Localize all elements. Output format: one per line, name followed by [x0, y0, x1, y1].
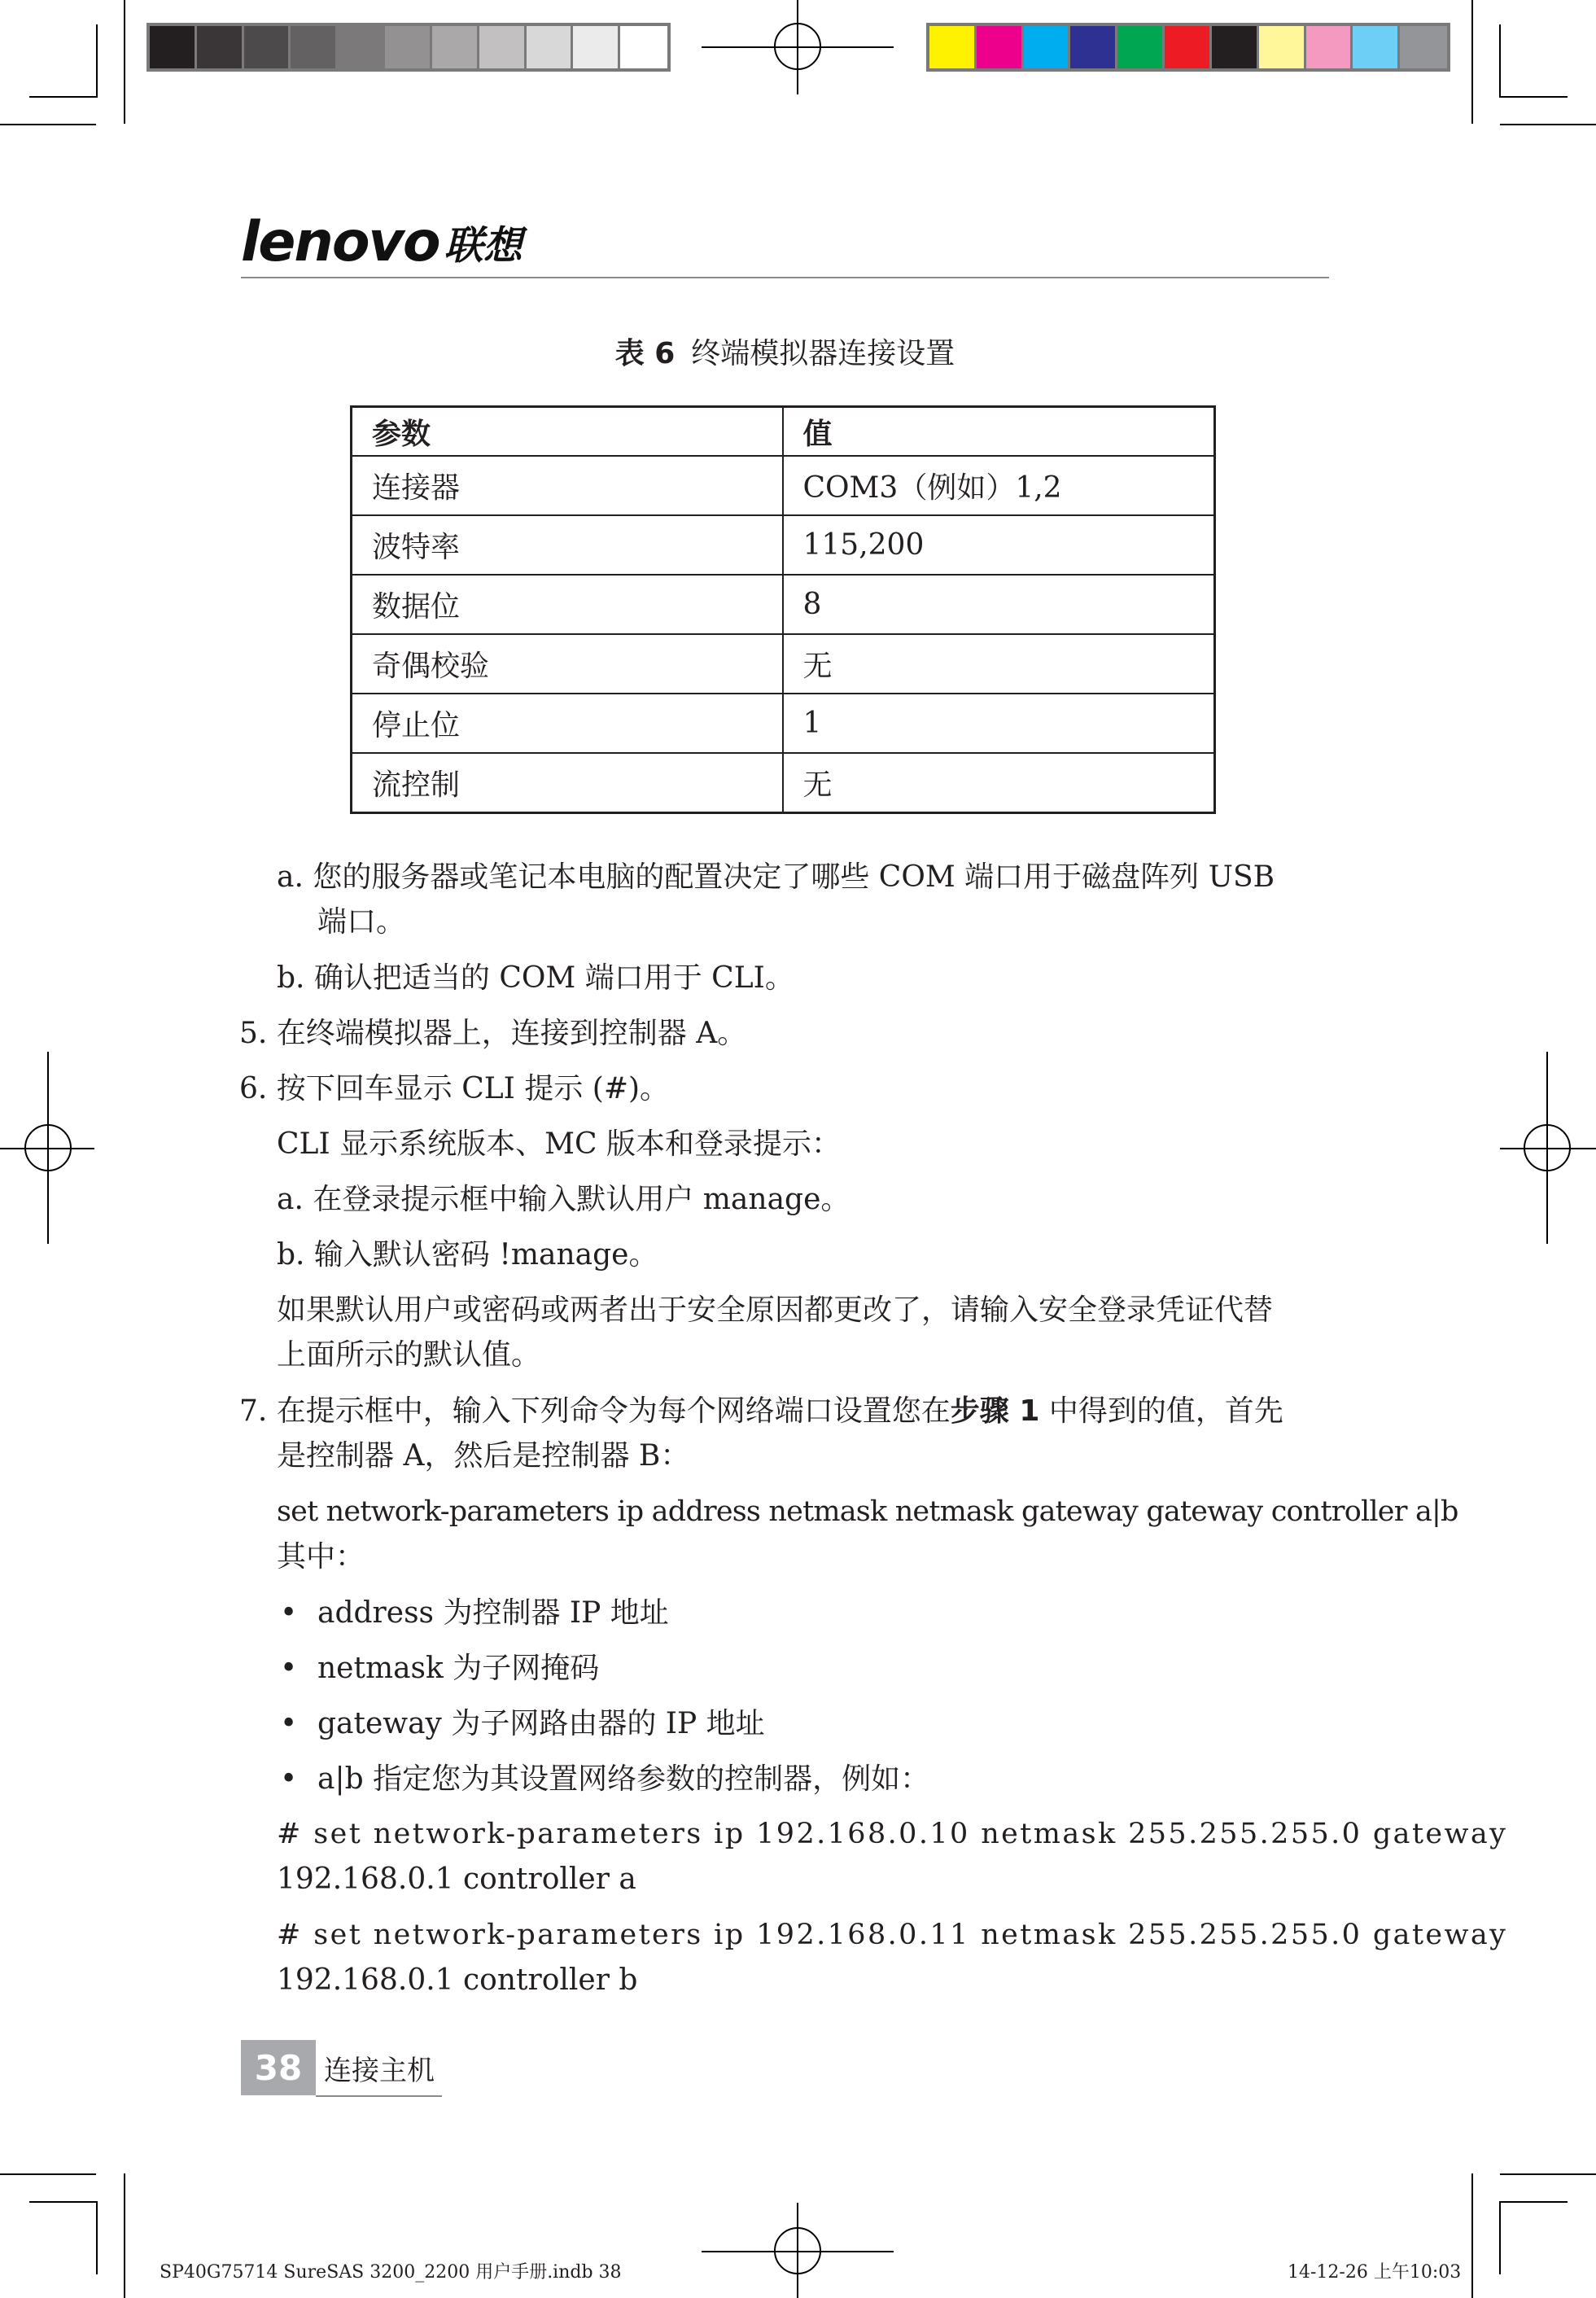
bullet-text: gateway 为子网路由器的 IP 地址	[317, 1707, 765, 1740]
table-cell-param: 连接器	[352, 456, 783, 515]
credentials-note-line2: 上面所示的默认值。	[277, 1338, 541, 1372]
crop-mark-top-right-h	[1500, 124, 1596, 125]
crop-mark-top-left-v	[124, 0, 125, 124]
crop-mark-bottom-right-h2	[1499, 2201, 1568, 2203]
table-cell-param: 流控制	[352, 753, 783, 813]
table-cell-value: 无	[783, 634, 1215, 694]
footer-rule	[316, 2095, 442, 2097]
credentials-note-line1: 如果默认用户或密码或两者出于安全原因都更改了，请输入安全登录凭证代替	[277, 1293, 1274, 1327]
gray-swatch	[338, 26, 385, 68]
table-cell-value: 1	[783, 694, 1215, 753]
table-row	[352, 456, 1215, 515]
settings-table	[350, 405, 1216, 814]
crop-mark-bottom-left-h	[0, 2173, 96, 2175]
crop-mark-bottom-right-v	[1471, 2173, 1473, 2298]
registration-mark-left-v	[47, 1052, 49, 1244]
crop-mark-top-left-v2	[96, 24, 98, 98]
note-a-line2: 端口。	[317, 905, 406, 939]
registration-mark-top-v	[797, 0, 798, 94]
step-7-line1	[239, 1389, 1283, 1434]
table-cell-param: 波特率	[352, 515, 783, 575]
table-row	[352, 634, 1215, 694]
step-7-pre: 7. 在提示框中，输入下列命令为每个网络端口设置您在	[239, 1394, 951, 1428]
crop-mark-bottom-right-h	[1500, 2173, 1596, 2175]
crop-mark-bottom-left-h2	[29, 2201, 98, 2203]
login-step-a: a. 在登录提示框中输入默认用户 manage。	[277, 1183, 850, 1216]
crop-mark-top-left-h2	[29, 96, 98, 98]
print-slug-file: SP40G75714 SureSAS 3200_2200 用户手册.indb 38	[160, 2262, 622, 2283]
bullet-text: address 为控制器 IP 地址	[317, 1596, 669, 1630]
cli-shows-text: CLI 显示系统版本、MC 版本和登录提示：	[277, 1127, 841, 1161]
header-rule	[241, 277, 1329, 278]
table-cell-param: 数据位	[352, 575, 783, 634]
color-swatch	[929, 26, 977, 68]
color-swatch	[1353, 26, 1400, 68]
gray-swatch	[385, 26, 432, 68]
bullet-text: a|b 指定您为其设置网络参数的控制器，例如：	[317, 1762, 930, 1796]
gray-swatch	[527, 26, 574, 68]
command-syntax: set network-parameters ip address netmask netmask gateway gateway controller a|b	[277, 1495, 1458, 1528]
table-cell-param: 奇偶校验	[352, 634, 783, 694]
color-swatch	[1165, 26, 1212, 68]
color-swatch	[1306, 26, 1353, 68]
crop-mark-bottom-left-v2	[96, 2201, 98, 2274]
example-a-line2: 192.168.0.1 controller a	[277, 1862, 636, 1896]
bullet-item	[280, 1646, 599, 1691]
bullet-item	[280, 1757, 929, 1801]
bullet-mark: •	[280, 1596, 298, 1630]
process-color-bar	[926, 23, 1450, 72]
logo-chinese: 联想	[444, 222, 523, 269]
color-swatch	[1400, 26, 1447, 68]
table-row	[352, 575, 1215, 634]
table-cell-value: COM3（例如）1,2	[783, 456, 1215, 515]
where-label: 其中：	[277, 1540, 365, 1574]
gray-swatch	[197, 26, 244, 68]
note-b: b. 确认把适当的 COM 端口用于 CLI。	[277, 961, 794, 995]
bullet-mark: •	[280, 1652, 298, 1685]
color-swatch	[1024, 26, 1071, 68]
gray-swatch	[291, 26, 338, 68]
crop-mark-top-left-h	[0, 124, 96, 125]
gray-swatch	[432, 26, 479, 68]
color-swatch	[977, 26, 1024, 68]
crop-mark-bottom-right-v2	[1499, 2201, 1501, 2274]
gray-swatch	[150, 26, 197, 68]
step-7-post: 中得到的值，首先	[1039, 1394, 1283, 1428]
table-caption-text: 终端模拟器连接设置	[691, 337, 955, 370]
bullet-text: netmask 为子网掩码	[317, 1652, 600, 1685]
crop-mark-top-right-v	[1471, 0, 1473, 124]
step-7-line2: 是控制器 A，然后是控制器 B：	[277, 1439, 690, 1473]
table-cell-value: 115,200	[783, 515, 1215, 575]
color-swatch	[1117, 26, 1165, 68]
note-a-line1: a. 您的服务器或笔记本电脑的配置决定了哪些 COM 端口用于磁盘阵列 USB	[277, 860, 1275, 894]
table-caption-label: 表 6	[614, 337, 676, 370]
crop-mark-top-right-v2	[1499, 24, 1501, 98]
example-a-line1: # set network-parameters ip 192.168.0.10 netmask 255.255.255.0 gateway	[277, 1818, 1508, 1850]
gray-swatch	[620, 26, 667, 68]
table-cell-param: 停止位	[352, 694, 783, 753]
step-1-reference: 步骤 1	[950, 1394, 1040, 1428]
registration-mark-right-v	[1546, 1052, 1548, 1244]
table-header-row	[352, 407, 1215, 457]
table-header-value: 值	[783, 407, 1215, 457]
table-cell-value: 8	[783, 575, 1215, 634]
bullet-mark: •	[280, 1707, 298, 1740]
step-6: 6. 按下回车显示 CLI 提示 (#)。	[239, 1072, 670, 1105]
table-row	[352, 515, 1215, 575]
lenovo-logo	[241, 209, 523, 274]
table-caption	[241, 330, 1329, 372]
table-row	[352, 753, 1215, 813]
step-5: 5. 在终端模拟器上，连接到控制器 A。	[239, 1017, 747, 1050]
table-cell-value: 无	[783, 753, 1215, 813]
logo-wordmark: lenovo	[241, 209, 439, 274]
bullet-item	[280, 1701, 765, 1746]
gray-swatch	[244, 26, 291, 68]
gray-swatch	[479, 26, 527, 68]
section-title: 连接主机	[324, 2054, 435, 2087]
bullet-item	[280, 1591, 669, 1635]
print-slug-date: 14-12-26 上午10:03	[1288, 2262, 1462, 2283]
registration-mark-right-h	[1500, 1148, 1596, 1149]
table-header-param: 参数	[352, 407, 783, 457]
gray-swatch	[573, 26, 620, 68]
grayscale-color-bar	[146, 23, 671, 72]
registration-mark-bottom-v	[797, 2203, 798, 2298]
page-number: 38	[241, 2040, 316, 2095]
color-swatch	[1070, 26, 1117, 68]
login-step-b: b. 输入默认密码 !manage。	[277, 1238, 658, 1272]
example-b-line2: 192.168.0.1 controller b	[277, 1963, 638, 1997]
color-swatch	[1212, 26, 1259, 68]
example-b-line1: # set network-parameters ip 192.168.0.11 netmask 255.255.255.0 gateway	[277, 1919, 1508, 1951]
crop-mark-bottom-left-v	[124, 2173, 125, 2298]
bullet-mark: •	[280, 1762, 298, 1796]
crop-mark-top-right-h2	[1499, 96, 1568, 98]
table-row	[352, 694, 1215, 753]
color-swatch	[1259, 26, 1306, 68]
